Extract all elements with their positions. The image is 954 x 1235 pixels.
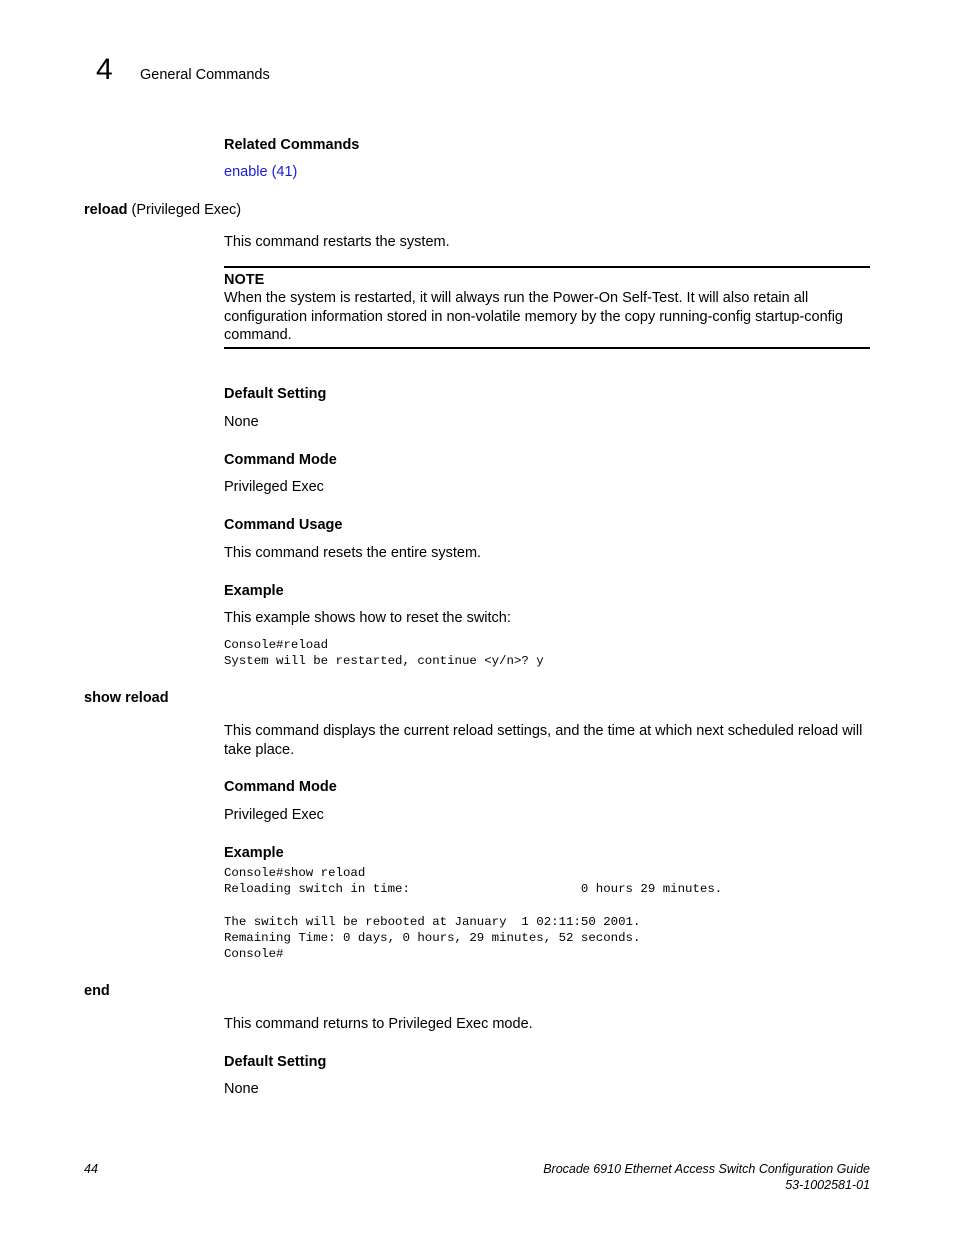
- end-description: This command returns to Privileged Exec mode.: [224, 1016, 533, 1032]
- chapter-number: 4: [96, 53, 113, 86]
- command-title-reload: [84, 201, 241, 219]
- example-code: Console#show reload Reloading switch in time: 0 hours 29 minutes. The switch will be rebooted at January 1 02:11:50 2001. Remaining Time: 0 days, 0 hours, 29 minutes, 52 seconds. Console#: [224, 866, 723, 962]
- default-setting-heading: Default Setting: [224, 386, 327, 402]
- doc-number: 53-1002581-01: [785, 1178, 870, 1192]
- default-setting-value: None: [224, 414, 259, 430]
- chapter-title: General Commands: [140, 67, 270, 83]
- example-intro: This example shows how to reset the switch:: [224, 610, 511, 626]
- command-usage-heading: Command Usage: [224, 517, 343, 533]
- command-mode-value: Privileged Exec: [224, 807, 324, 823]
- page-number: 44: [84, 1162, 98, 1176]
- reload-description: This command restarts the system.: [224, 234, 450, 250]
- show-reload-description: This command displays the current reload settings, and the time at which next scheduled reload will take place.: [224, 723, 863, 758]
- guide-title: Brocade 6910 Ethernet Access Switch Configuration Guide: [543, 1162, 870, 1176]
- command-name: end: [84, 983, 110, 999]
- command-name: show reload: [84, 690, 169, 706]
- example-heading: Example: [224, 845, 284, 861]
- command-mode-heading: Command Mode: [224, 779, 337, 795]
- default-setting-heading: Default Setting: [224, 1054, 327, 1070]
- related-command-link[interactable]: enable (41): [224, 164, 298, 180]
- command-title-show-reload: [84, 689, 169, 707]
- default-setting-value: None: [224, 1081, 259, 1097]
- command-usage-value: This command resets the entire system.: [224, 545, 482, 561]
- command-title-end: [84, 982, 110, 1000]
- command-mode-heading: Command Mode: [224, 452, 337, 468]
- note-text: When the system is restarted, it will always run the Power-On Self-Test. It will also retain all configuration information stored in non-volatile memory by the copy running-config startup-config command.: [224, 290, 843, 343]
- example-heading: Example: [224, 583, 284, 599]
- note-top-rule: [224, 266, 870, 268]
- command-name: reload: [84, 202, 128, 218]
- command-qualifier: (Privileged Exec): [127, 202, 242, 218]
- note-label: NOTE: [224, 272, 265, 288]
- related-commands-heading: Related Commands: [224, 137, 360, 153]
- note-bottom-rule: [224, 347, 870, 349]
- example-code: Console#reload System will be restarted, continue <y/n>? y: [224, 638, 544, 669]
- command-mode-value: Privileged Exec: [224, 479, 324, 495]
